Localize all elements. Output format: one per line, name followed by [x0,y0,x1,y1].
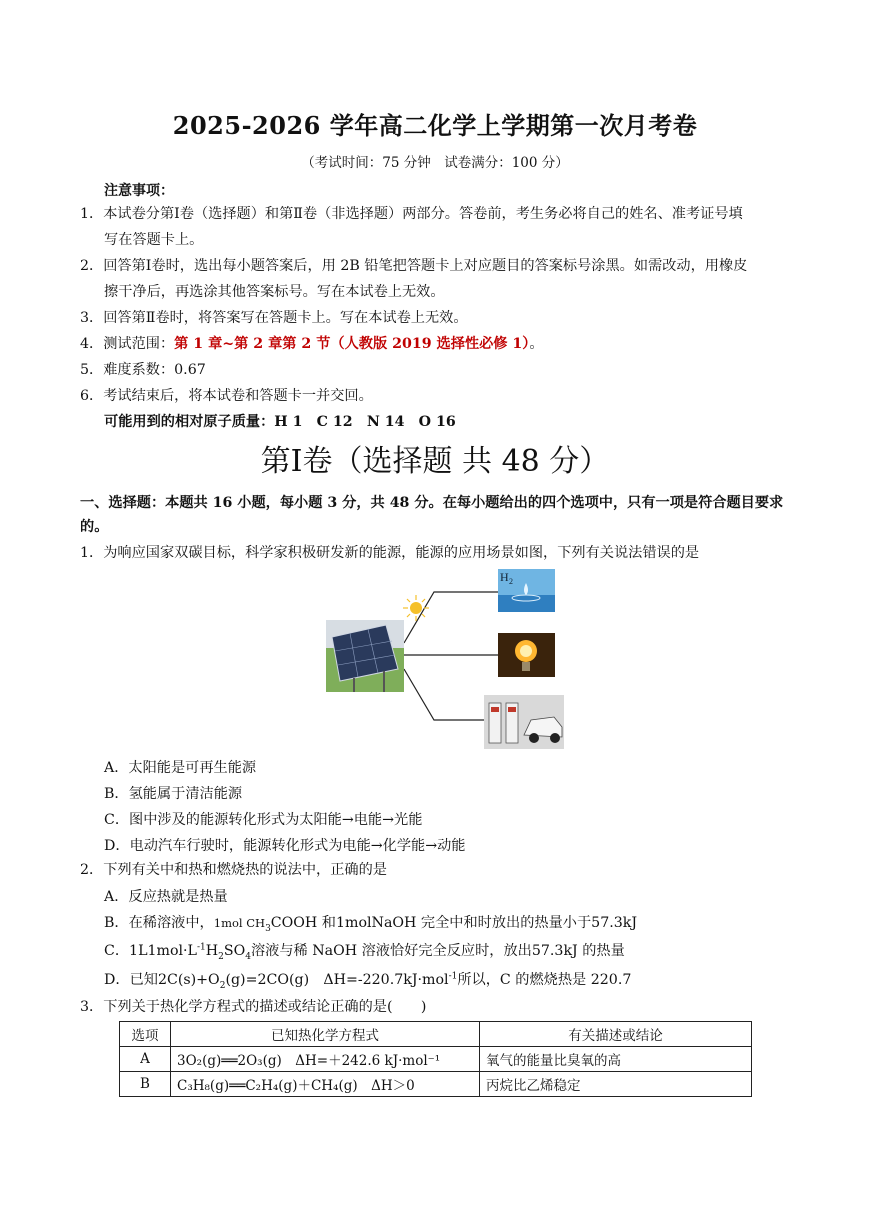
q2d-sup: -1 [448,971,458,982]
table-header-cell: 选项 [120,1022,171,1047]
q2-option-b [104,912,637,934]
q2b-part2: COOH 和1molNaOH 完全中和时放出的热量小于57.3kJ [270,915,638,931]
q2-stem: 2．下列有关中和热和燃烧热的说法中，正确的是 [80,862,387,878]
hydrogen-water-icon [498,569,555,612]
solar-panel-icon [326,620,404,692]
q2b-formula: 1mol CH [213,916,266,930]
item-number: 5． [80,362,104,378]
item-number: 4． [80,336,104,352]
q2b-part1: B．在稀溶液中， [104,915,214,931]
line-to-hydrogen [404,592,498,643]
q1-option-c: C．图中涉及的能源转化形式为太阳能→电能→光能 [104,812,423,828]
energy-diagram-svg [326,565,571,755]
h2-subscript: 2 [509,577,513,586]
notice-item-2-cont: 擦干净后，再选涂其他答案标号。写在本试卷上无效。 [104,284,445,300]
table-cell: 丙烷比乙烯稳定 [480,1072,752,1097]
table-cell: A [120,1047,171,1072]
h2-label: H [500,570,509,584]
notice-item-4 [80,334,544,354]
q3-stem: 3．下列关于热化学方程式的描述或结论正确的是( ) [80,999,427,1015]
exam-title: 2025-2026 学年高二化学上学期第一次月考卷 [172,111,698,140]
q2d-part2: (g)=2CO(g) ΔH=-220.7kJ·mol [225,972,449,988]
item-number: 2． [80,258,104,274]
q1-option-a: A．太阳能是可再生能源 [104,760,257,776]
sun-icon [403,595,429,621]
q2c-sub1: 2 [218,951,224,962]
item-text-end: 。 [529,336,544,352]
q1-stem: 1．为响应国家双碳目标，科学家积极研发新的能源，能源的应用场景如图，下列有关说法错误的是 [80,545,700,561]
section-title: 第Ⅰ卷（选择题 共 48 分） [260,444,610,479]
q2c-part2: H [205,943,219,959]
q2c-part1: C．1L1mol·L [104,943,197,959]
q2b-sub: 3 [265,923,271,934]
item-text: 回答第Ⅱ卷时，将答案写在答题卡上。写在本试卷上无效。 [103,310,468,326]
q2c-part3: SO [223,943,246,959]
table-header-cell: 有关描述或结论 [480,1022,752,1047]
q2d-part1: D．已知2C(s)+O [104,972,220,988]
table-cell: 3O₂(g)══2O₃(g) ΔH=＋242.6 kJ·mol⁻¹ [171,1047,480,1072]
q2c-part4: 溶液与稀 NaOH 溶液恰好完全反应时，放出57.3kJ 的热量 [250,943,625,959]
item-text: 难度系数：0.67 [103,362,206,378]
energy-scene-figure [326,565,571,755]
notice-item-1 [80,204,743,224]
notice-item-2 [80,256,747,276]
item-number: 3． [80,310,104,326]
q2d-sub: 2 [219,980,226,991]
q2-option-d [104,969,631,991]
table-cell: 氧气的能量比臭氧的高 [480,1047,752,1072]
q2-option-a: A．反应热就是热量 [104,889,228,905]
ev-charging-icon [484,695,564,749]
line-to-ev [404,669,484,720]
table-cell: B [120,1072,171,1097]
item-number: 6． [80,388,104,404]
item-number: 1． [80,206,104,222]
item-text: 回答第Ⅰ卷时，选出每小题答案后，用 2B 铅笔把答题卡上对应题目的答案标号涂黑。如需改动，用橡皮 [103,258,748,274]
test-scope: 第 1 章~第 2 章第 2 节（人教版 2019 选择性必修 1） [174,336,530,352]
table-header-row [120,1022,752,1047]
table-cell: C₃H₈(g)══C₂H₄(g)＋CH₄(g) ΔH＞0 [171,1072,480,1097]
q3-table [119,1021,752,1097]
part1-heading: 一、选择题：本题共 16 小题，每小题 3 分，共 48 分。在每小题给出的四个选项中，只有一项是符合题目要求的。 [80,495,784,535]
q2c-sup: -1 [196,942,206,953]
table-row [120,1047,752,1072]
notice-item-5 [80,360,206,380]
item-text: 本试卷分第Ⅰ卷（选择题）和第Ⅱ卷（非选择题）两部分。答卷前，考生务必将自己的姓名、准考证号填 [103,206,743,222]
notice-item-3 [80,308,468,328]
q2-option-c [104,940,625,962]
table-row [120,1072,752,1097]
q1-option-d: D．电动汽车行驶时，能源转化形式为电能→化学能→动能 [104,838,466,854]
notice-item-1-cont: 写在答题卡上。 [104,232,204,248]
notice-item-6 [80,386,373,406]
q2d-part3: 所以，C 的燃烧热是 220.7 [457,972,632,988]
q2c-sub2: 4 [245,951,251,962]
item-text: 测试范围： [103,336,175,352]
exam-subtitle: （考试时间：75 分钟 试卷满分：100 分） [301,155,569,171]
q1-option-b: B．氢能属于清洁能源 [104,786,243,802]
light-bulb-icon [498,633,555,677]
item-text: 考试结束后，将本试卷和答题卡一并交回。 [103,388,373,404]
atomic-mass-line: 可能用到的相对原子质量：H 1 C 12 N 14 O 16 [104,414,456,430]
table-header-cell: 已知热化学方程式 [171,1022,480,1047]
notice-heading: 注意事项： [104,183,174,199]
